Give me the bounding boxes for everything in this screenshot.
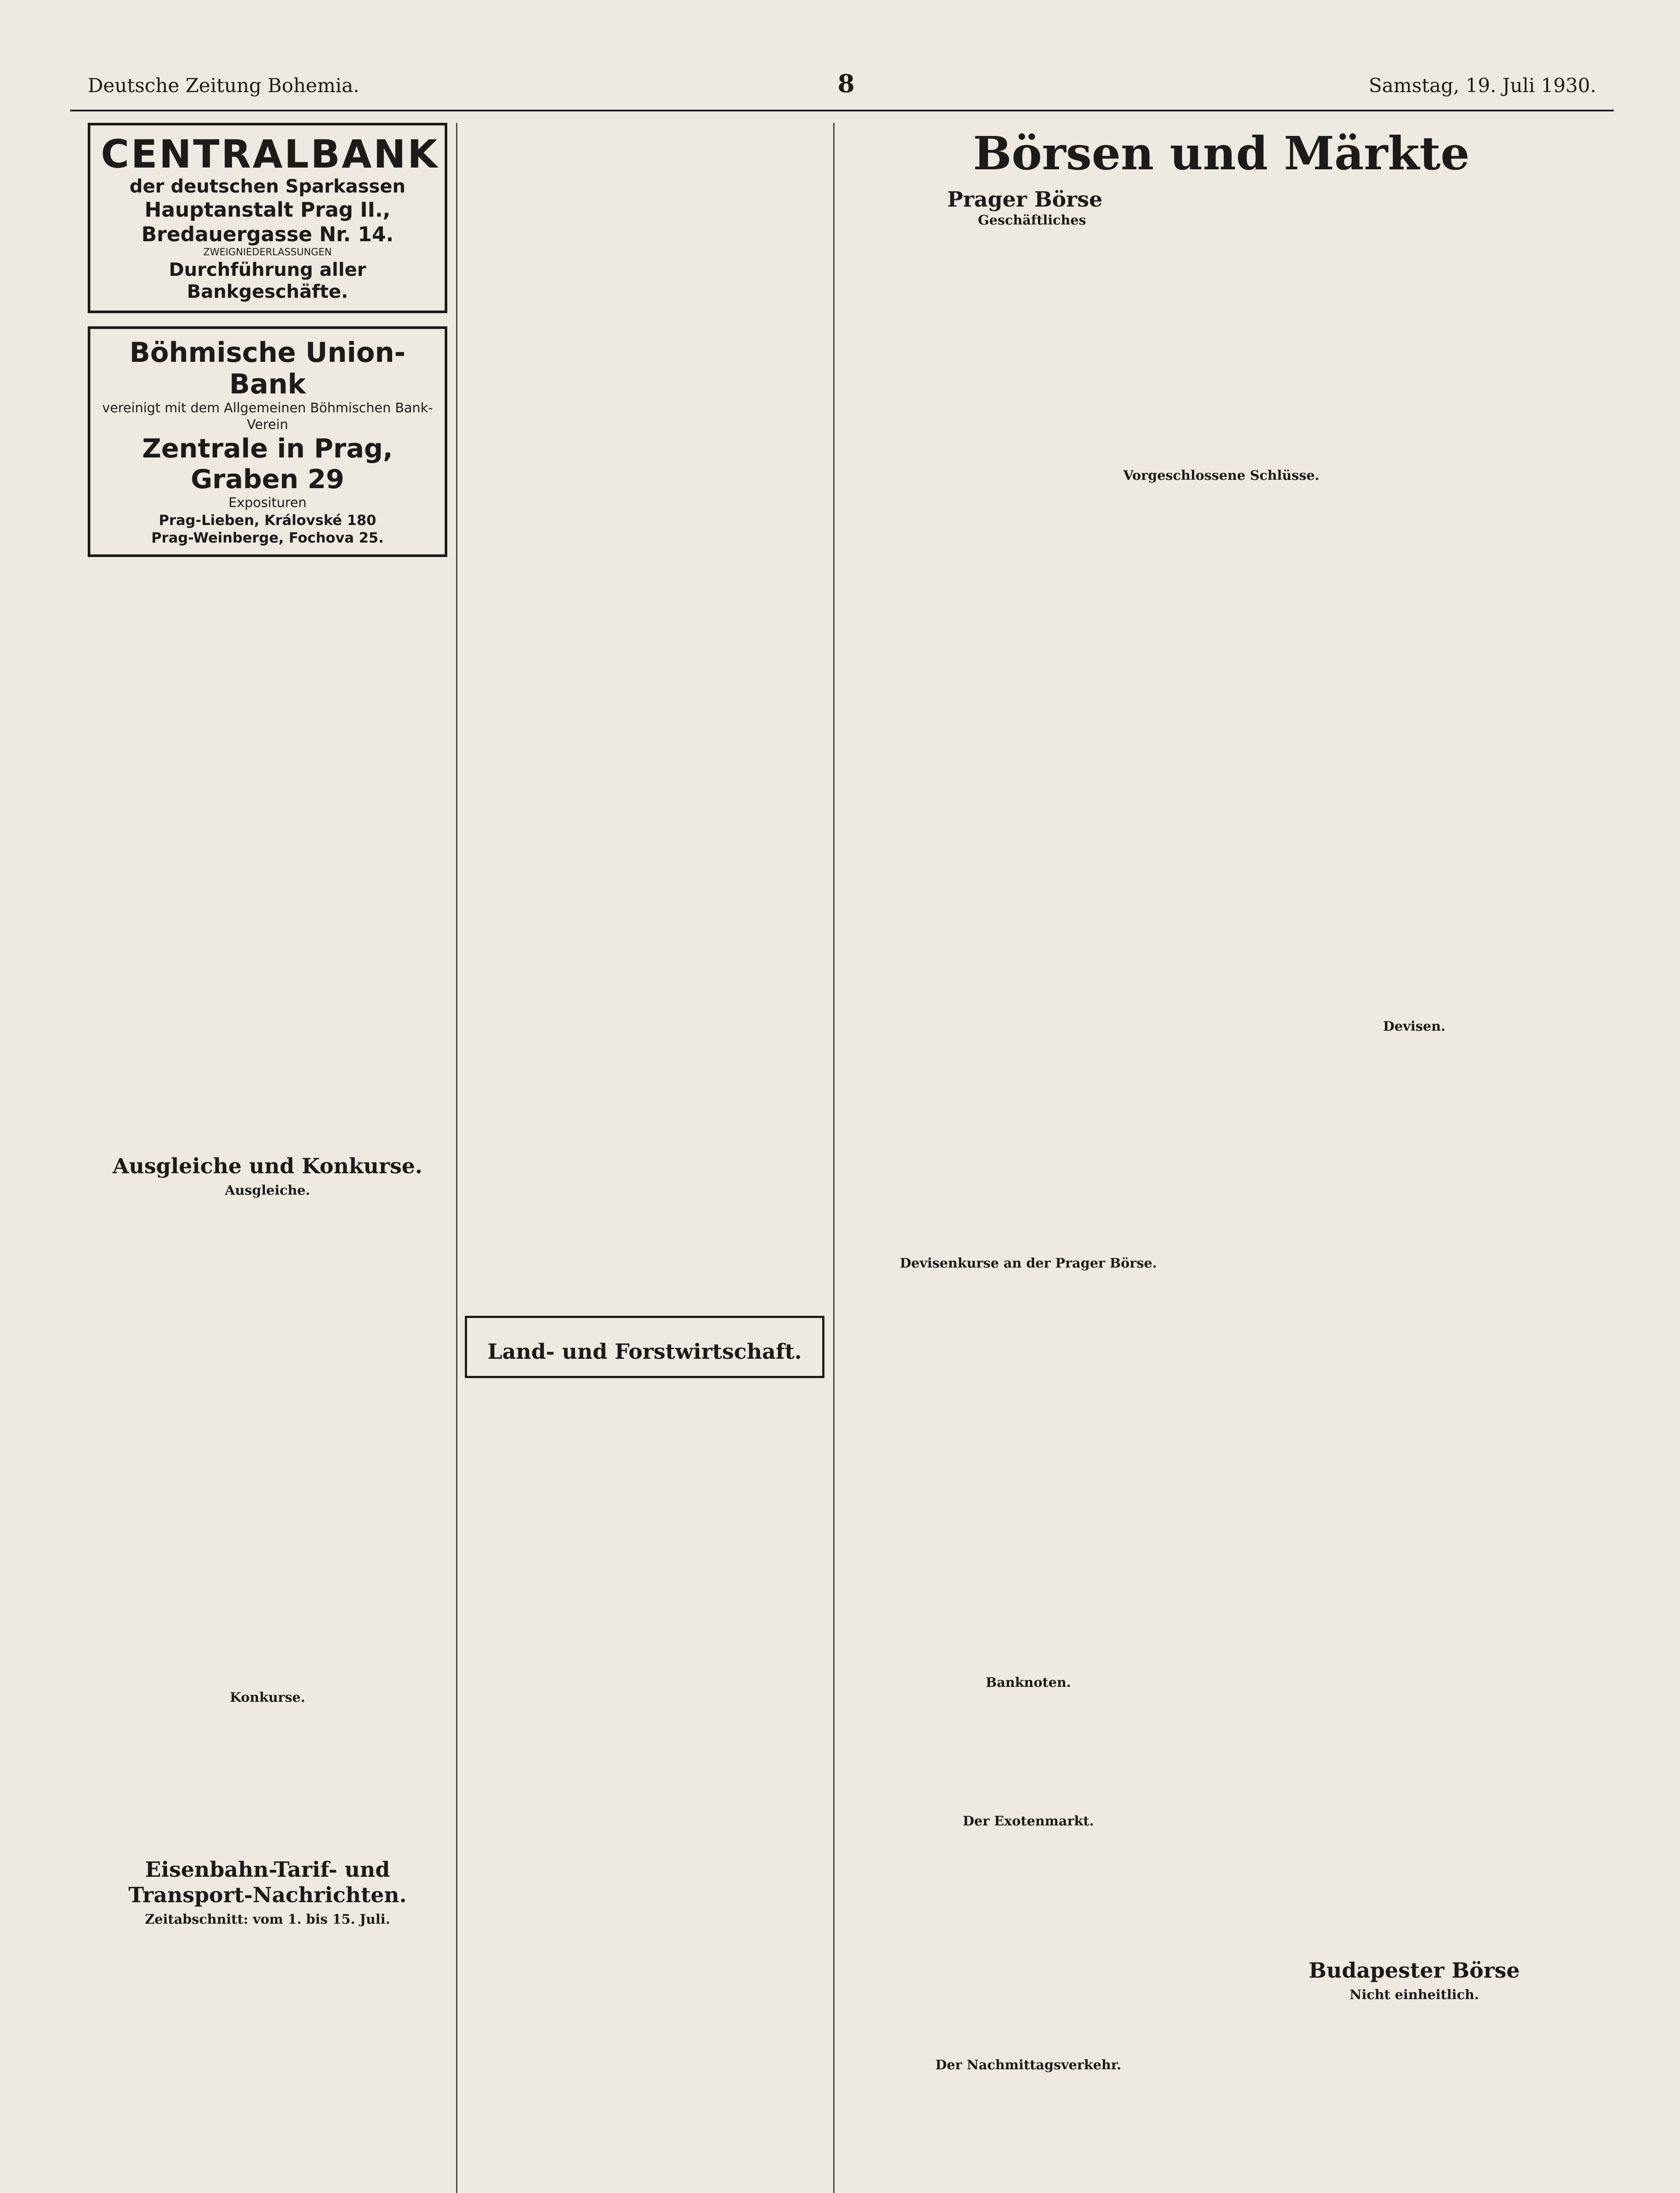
text-block	[846, 229, 1596, 466]
centralbank-ad	[88, 123, 447, 313]
devisenkurse-table	[846, 1278, 1210, 1673]
page-number: 8	[838, 69, 855, 98]
newspaper-title: Deutsche Zeitung Bohemia.	[88, 75, 360, 97]
centralbank-footer: Durchführung aller Bankgeschäfte.	[169, 259, 366, 302]
devisen-heading: Devisenkurse an der Prager Börse.	[899, 1256, 1157, 1271]
issue-date: Samstag, 19. Juli 1930.	[1369, 75, 1596, 97]
ausgleiche-subheading: Ausgleiche.	[225, 1183, 310, 1198]
newspaper-page	[70, 66, 1614, 2193]
unionbank-zentrale: Zentrale in Prag, Graben 29	[142, 433, 393, 495]
unionbank-expositur: Exposituren	[228, 495, 307, 511]
unionbank-name: Böhmische Union-Bank	[129, 336, 406, 400]
unionbank-ad	[88, 326, 447, 557]
text-block	[1232, 1041, 1596, 1945]
prager-boerse-heading: Prager Börse	[947, 187, 1103, 212]
market-right-column	[1232, 982, 1596, 2010]
banknoten-heading: Banknoten.	[985, 1675, 1071, 1690]
geschaeftlich-subheading: Geschäftliches	[978, 213, 1086, 228]
column-rule	[833, 123, 835, 2193]
text-block	[846, 982, 1210, 1254]
column-1	[88, 123, 447, 2193]
centralbank-hq: Hauptanstalt Prag II., Bredauergasse Nr. 14.	[141, 198, 394, 246]
text-block	[88, 570, 447, 1140]
unionbank-branch-1: Prag-Lieben, Královské 180	[159, 512, 376, 529]
konkurse-subheading: Konkurse.	[229, 1690, 306, 1705]
budapester-heading: Budapester Börse	[1309, 1958, 1520, 1983]
unionbank-sub: vereinigt mit dem Allgemeinen Böhmischen Bank-Verein	[102, 400, 433, 432]
page-header	[70, 66, 1614, 96]
text-block	[846, 1697, 1210, 1811]
text-block	[465, 123, 824, 1316]
header-rule	[70, 110, 1614, 111]
vorgeschlossen-heading: Vorgeschlossene Schlüsse.	[1123, 468, 1320, 483]
centralbank-sub: der deutschen Sparkassen	[129, 175, 406, 197]
eisenbahn-heading: Eisenbahn-Tarif- und Transport-Nachrichten.	[128, 1857, 407, 1907]
unionbank-branch-2: Prag-Weinberge, Fochova 25.	[151, 529, 384, 546]
eisenbahn-subheading: Zeitabschnitt: vom 1. bis 15. Juli.	[145, 1912, 390, 1927]
market-left-column	[846, 982, 1210, 2080]
market-section	[846, 123, 1596, 2193]
devisen-ausland-heading: Devisen.	[1383, 1019, 1446, 1034]
land-heading: Land- und Forstwirtschaft.	[487, 1339, 802, 1364]
budapester-subheading: Nicht einheitlich.	[1349, 1987, 1479, 2003]
nachmittag-heading: Der Nachmittagsverkehr.	[935, 2057, 1121, 2073]
centralbank-name: CENTRALBANK	[101, 132, 439, 177]
text-block	[88, 1205, 447, 1688]
land-box	[465, 1316, 824, 1378]
column-2	[465, 123, 824, 2193]
centralbank-branches-label: ZWEIGNIEDERLASSUNGEN	[203, 247, 332, 258]
schlusskurse-table	[846, 490, 1596, 982]
boersen-masthead: Börsen und Märkte	[973, 126, 1470, 180]
text-block	[88, 1712, 447, 1844]
column-rule	[456, 123, 457, 2193]
text-block	[846, 1836, 1210, 2055]
exotenmarkt-heading: Der Exotenmarkt.	[963, 1814, 1094, 1829]
text-block	[1232, 982, 1596, 1017]
ausgleiche-heading: Ausgleiche und Konkurse.	[112, 1154, 423, 1179]
